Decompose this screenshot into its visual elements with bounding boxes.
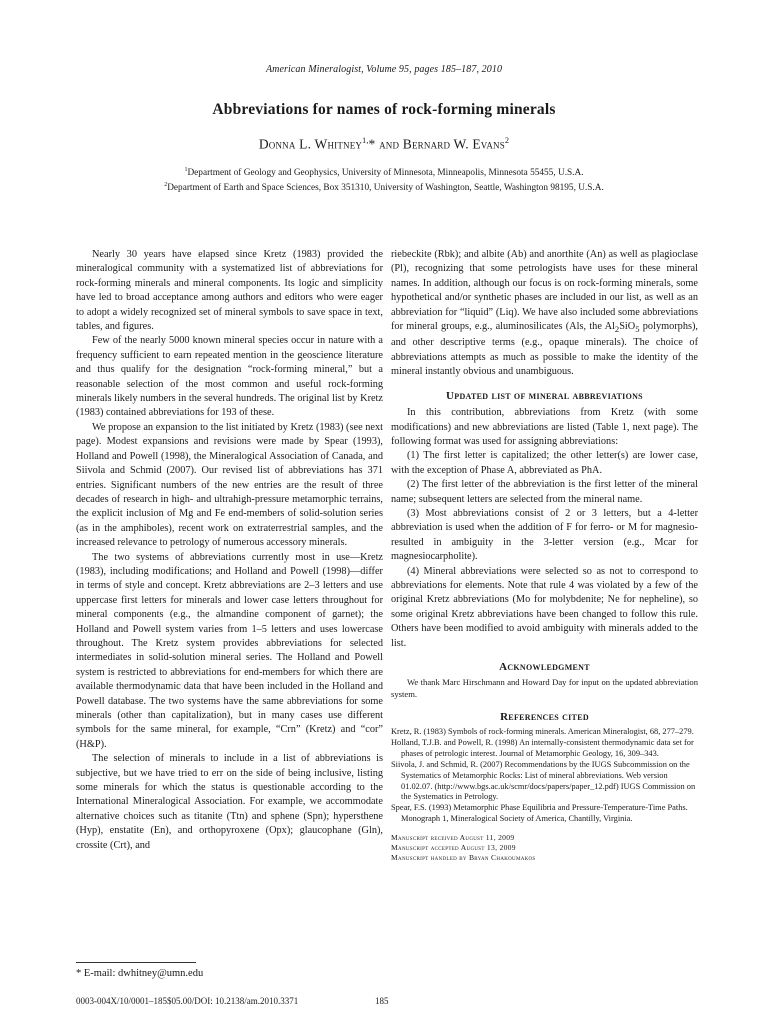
author-name[interactable]: Donna L. Whitney	[258, 136, 363, 152]
affiliation-sup: 1	[184, 167, 188, 173]
manuscript-received: Manuscript received August 11, 2009	[391, 833, 515, 843]
body-paragraph	[391, 248, 698, 380]
ack-heading: Acknowledgment	[499, 661, 590, 674]
affiliation-text: Department of Geology and Geophysics, University of Minnesota, Minneapolis, Minnesota 55455, U.S.A.	[187, 168, 584, 179]
rule-paragraph: (4) Mineral abbreviations were selected so as not to correspond to abbreviations for elements. Note that rule 4 was violated by a few of the original Kretz abbreviations (Mo for molybdenite; Ne for nepheline), so some original Kretz abbreviations have been changed to follow this rule. Others have been modified to avoid ambiguity with minerals added to the list.	[391, 565, 698, 649]
footnote-email[interactable]: * E-mail: dwhitney@umn.edu	[76, 968, 204, 979]
author-affil-sup: 1,	[362, 136, 369, 145]
manuscript-history	[391, 833, 698, 862]
section-heading: Updated list of mineral abbreviations	[446, 389, 643, 402]
paper-title: Abbreviations for names of rock-forming minerals	[212, 101, 556, 118]
manuscript-handled: Manuscript handled by Bryan Chakoumakos	[391, 852, 536, 862]
text-span: SiO	[619, 321, 636, 333]
left-column	[76, 248, 383, 853]
reference-item: Holland, T.J.B. and Powell, R. (1998) An internally-consistent thermodynamic data set for phases of petrologic interest. Journal of Metamorphic Geology, 16, 309–343.	[391, 737, 694, 758]
footnote-rule	[76, 962, 196, 963]
body-paragraph: Nearly 30 years have elapsed since Kretz (1983) provided the mineralogical community with a systematized list of abbreviations for rock-forming minerals and mineral components. Its logic and simplicity have led to broad acceptance among authors and editors who were eager to adopt a widely recognized set of mineral symbols to save space in text, tables, and figures.	[76, 249, 383, 333]
body-paragraph: We propose an expansion to the list initiated by Kretz (1983) (see next page). Modest expansions and revisions were made by Spear (1993), Holland and Powell (1998), the Mineralogical Association of Canada, and Siivola and Schmid (2007). Our revised list of abbreviations has 371 entries. Significant numbers of the new entries are the result of three decades of research in high- and ultrahigh-pressure metamorphic terrains, the explicit inclusion of Mg and Fe end-members of solid-solution series (as in the amphiboles), recent work on extraterrestrial samples, and the increased relevance to petrology of numerous accessory minerals.	[76, 421, 383, 549]
right-column	[391, 248, 698, 863]
body-paragraph: In this contribution, abbreviations from Kretz (with some modifications) and new abbreviations are listed (Table 1, next page). The following format was used for assigning abbreviations:	[391, 407, 698, 447]
rule-paragraph: (3) Most abbreviations consist of 2 or 3 letters, but a 4-letter abbreviation is used when the addition of F for ferro- or M for magnesio- resulted in ambiguity in the 3-letter version (e.g., Mcar for magnesiocarpholite).	[391, 507, 698, 563]
author-line	[0, 136, 768, 153]
text-span: polymorphs), and other descriptive terms (e.g., opaque minerals). The choice of abbreviations attempts as much as possible to make the identity of the mineral instantly obvious and unambiguous.	[391, 321, 698, 378]
author-affil-sup: 2	[504, 136, 510, 145]
rule-paragraph: (2) The first letter of the abbreviation is the first letter of the mineral name; subsequent letters are selected from the mineral name.	[391, 479, 698, 505]
affiliation-text: Department of Earth and Space Sciences, Box 351310, University of Washington, Seattle, Washington 98195, U.S.A.	[167, 183, 604, 194]
subscript: 2	[614, 324, 620, 335]
body-paragraph: Few of the nearly 5000 known mineral species occur in nature with a frequency sufficient to earn repeated mention in the geoscience literature and thus qualify for the designation “rock-forming mineral,” but a reasonable selection of the most common and useful rock-forming minerals likely numbers in the several hundreds. The original list by Kretz (1983) contained abbreviations for 193 of these.	[76, 335, 383, 419]
corresponding-mark: *	[368, 136, 376, 152]
author-conjunction: and	[379, 136, 400, 152]
affiliation-1	[0, 167, 768, 178]
page-number: 185	[375, 996, 389, 1006]
body-paragraph: The two systems of abbreviations currently most in use—Kretz (1983), including modifications; and Holland and Powell (1998)—differ in terms of style and concept. Kretz abbreviations are 2–3 letters and use uppercase first letters for minerals and lower case letters throughout for mineral components (e.g., the almandine component of garnet); the Holland and Powell system varies from 1–5 letters and uses lowercase throughout. The Kretz system provides abbreviations for selected intermediates in solid-solution mineral series. The Holland and Powell system is restricted to abbreviations for end-members for which there are available thermodynamic data that have been included in the Holland and Powell database. The two systems have the same abbreviations for some minerals (other than capitalization), but in many cases use different symbols for the same mineral, for example, “Crn” (Kretz) and “cor” (H&P).	[76, 551, 383, 750]
refs-heading: References cited	[500, 710, 589, 723]
text-span: riebeckite (Rbk); and albite (Ab) and anorthite (An) as well as plagioclase (Pl), recognizing that some petrologists have uses for these mineral names. In addition, although our focus is on rock-forming minerals, some hypothetical and/or synthetic phases are included in our list, as well as an abbreviation for “liquid” (Liq). We have also included some abbreviations for mineral groups, e.g., aluminosilicates (Als, the Al	[391, 249, 698, 333]
body-paragraph: The selection of minerals to include in a list of abbreviations is subjective, but we have tried to err on the side of being inclusive, listing some minerals for which the status is questionable according to the International Mineralogical Association. For example, we accommodate alternative choices such as titanite (Ttn) and sphene (Spn); hypersthene (Hyp), enstatite (En), and orthopyroxene (Opx); glaucophane (Gln), crossite (Crt), and	[76, 753, 383, 851]
rule-paragraph: (1) The first letter is capitalized; the other letter(s) are lower case, with the exception of Phase A, abbreviated as PhA.	[391, 450, 698, 476]
author-name[interactable]: Bernard W. Evans	[402, 136, 505, 152]
subscript: 5	[635, 324, 640, 335]
affiliation-sup: 2	[164, 182, 168, 188]
reference-item: Kretz, R. (1983) Symbols of rock-forming minerals. American Mineralogist, 68, 277–279.	[391, 727, 694, 737]
reference-item: Spear, F.S. (1993) Metamorphic Phase Equilibria and Pressure-Temperature-Time Paths. Monograph 1, Mineralogical Society of America, Chantilly, Virginia.	[391, 803, 688, 824]
reference-item[interactable]: Siivola, J. and Schmid, R. (2007) Recommendations by the IUGS Subcommission on the Systematics of Metamorphic Rocks: List of mineral abbreviations. Web version 01.02.07. (http://www.bgs.ac.uk/scmr/docs/papers/paper_12.pdf) IUGS Commission on the Systematics in Petrology.	[391, 759, 696, 802]
ack-text: We thank Marc Hirschmann and Howard Day for input on the updated abbreviation system.	[391, 677, 698, 700]
reference-list	[391, 727, 698, 825]
manuscript-accepted: Manuscript accepted August 13, 2009	[391, 842, 516, 852]
affiliation-2	[0, 182, 768, 193]
footer-doi: 0003-004X/10/0001–185$05.00/DOI: 10.2138/am.2010.3371	[76, 996, 299, 1006]
journal-header: American Mineralogist, Volume 95, pages 185–187, 2010	[265, 64, 503, 75]
